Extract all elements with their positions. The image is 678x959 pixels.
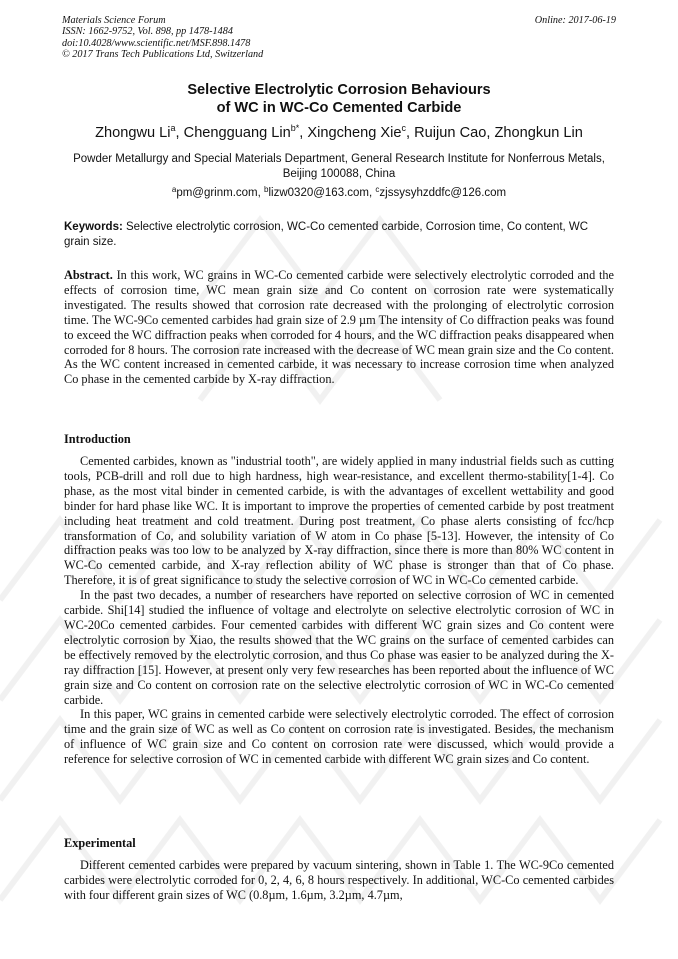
- paragraph: Cemented carbides, known as "industrial tooth", are widely applied in many industrial fields such as cutting tools, PCB-drill and roll due to high hardness, high wear-resistance, and excellent thermo-stability[1-4]. Co phase, as the most vital binder in cemented carbide, is with the advantages of excellent wettability and good binder for hard phase like WC. It is important to improve the properties of cemented carbide by post treatment including heat treatment and cold treatment. During post treatment, Co phase alerts consisting of fcc/hcp transformation of Co, and solubility variation of W atom in Co phase [5-13]. However, the intensity of Co diffraction peaks was too low to be analyzed by X-ray diffraction, since there is more than 80% WC content in WC-Co cemented carbide, and X-ray reflection ability of WC phase is stronger than that of Co phase. Therefore, it is of great significance to study the selective corrosion of WC in WC-Co cemented carbide.: [64, 454, 614, 588]
- author-name: Chengguang Lin: [183, 125, 291, 141]
- title-line-2: of WC in WC-Co Cemented Carbide: [216, 100, 462, 116]
- email-sup: b: [264, 185, 269, 194]
- email-address[interactable]: zjssysyhzddfc@126.com: [379, 187, 507, 199]
- paragraph: In this paper, WC grains in cemented carbide were selectively electrolytic corroded. The effect of corrosion time and the grain size of WC as well as Co content on corrosion rate is investigated. Besides, the mechanism of influence of WC grain size and Co content on corrosion rate were discussed, which would provide a reference for selective corrosion of WC in cemented carbide with different WC grain sizes and Co content.: [64, 707, 614, 767]
- online-date: Online: 2017-06-19: [534, 15, 616, 26]
- paragraph: Different cemented carbides were prepared by vacuum sintering, shown in Table 1. The WC-9Co cemented carbides were electrolytic corroded for 0, 2, 4, 6, 8 hours respectively. In additional, WC-Co cemented carbides with four different grain sizes of WC (0.8µm, 1.6µm, 3.2µm, 4.7µm,: [64, 858, 614, 902]
- journal-name: Materials Science Forum: [62, 15, 166, 26]
- abstract: [64, 268, 614, 387]
- author-sup: c: [401, 123, 407, 133]
- paragraph: In the past two decades, a number of researchers have reported on selective corrosion of WC in cemented carbide. Shi[14] studied the influence of voltage and electrolyte on selective electrolytic corrosion of WC in WC-20Co cemented carbides. Four cemented carbides with different WC grain sizes and Co content were electrolytic corrosion by Xiao, the results showed that the WC grains on the surface of cemented carbides can be effectively removed by the electrolytic corrosion, and thus Co phase was easier to be analyzed during the X-ray diffraction [15]. However, at present only very few researches has been reported about the influence of WC grain size and Co content on corrosion rate on the selective electrolytic corrosion of WC in WC-Co cemented carbide.: [64, 588, 614, 707]
- author-name: Xingcheng Xie: [307, 125, 402, 141]
- email-address[interactable]: pm@grinm.com: [176, 187, 258, 199]
- introduction-body: [64, 454, 614, 767]
- journal-header: [62, 15, 616, 61]
- author-list: Zhongwu Li$^a$, Chengguang Lin$^{b*}$, Xingcheng Xie$^c$, Ruijun Cao, Zhongkun Lin: [95, 123, 583, 141]
- affiliation: Powder Metallurgy and Special Materials Department, General Research Institute for Nonferrous Metals, Beijing 100088, China: [73, 153, 605, 180]
- author-sup: a: [170, 123, 176, 133]
- abstract-text: In this work, WC grains in WC-Co cemented carbide were selectively electrolytic corroded and the effects of corrosion time, WC mean grain size and Co content on corrosion rate were systematically investigated. The results showed that corrosion rate decreased with the prolonging of electrolytic corrosion time. The WC-9Co cemented carbides had grain size of 2.9 µm The intensity of Co diffraction peaks was found to exceed the WC diffraction peaks when corroded for 4 hours, and the WC diffraction peaks disappeared when corroded for 8 hours. The corrosion rate increased with the decrease of WC mean grain size and the Co content. As the WC content increased in cemented carbide, it was necessary to increase corrosion time when analyzed Co phase in the cemented carbide by X-ray diffraction.: [64, 268, 614, 387]
- copyright-line: © 2017 Trans Tech Publications Ltd, Switzerland: [62, 49, 264, 61]
- email-address[interactable]: lizw0320@163.com: [268, 187, 370, 199]
- abstract-label: Abstract.: [64, 268, 113, 282]
- author-name: Zhongkun Lin: [494, 125, 583, 141]
- title-line-1: Selective Electrolytic Corrosion Behaviours: [187, 82, 491, 98]
- keywords-label: Keywords:: [64, 221, 123, 233]
- introduction-heading: Introduction: [64, 432, 131, 446]
- author-name: Ruijun Cao: [414, 125, 487, 141]
- issn-line: ISSN: 1662-9752, Vol. 898, pp 1478-1484: [62, 26, 233, 38]
- doi-line[interactable]: doi:10.4028/www.scientific.net/MSF.898.1478: [62, 37, 251, 49]
- experimental-heading: Experimental: [64, 836, 136, 850]
- keywords: [64, 220, 614, 250]
- experimental-body: [64, 858, 614, 903]
- keywords-text: Selective electrolytic corrosion, WC-Co cemented carbide, Corrosion time, Co content, WC grain size.: [64, 221, 589, 248]
- author-name: Zhongwu Li: [95, 125, 171, 141]
- paper-title: [60, 81, 618, 117]
- email-sup: a: [171, 185, 177, 194]
- email-list: $^a$pm@grinm.com, $^b$lizw0320@163.com, $^c$zjssysyhzddfc@126.com: [171, 185, 507, 199]
- email-sup: c: [375, 185, 380, 194]
- author-sup: b*: [290, 123, 300, 133]
